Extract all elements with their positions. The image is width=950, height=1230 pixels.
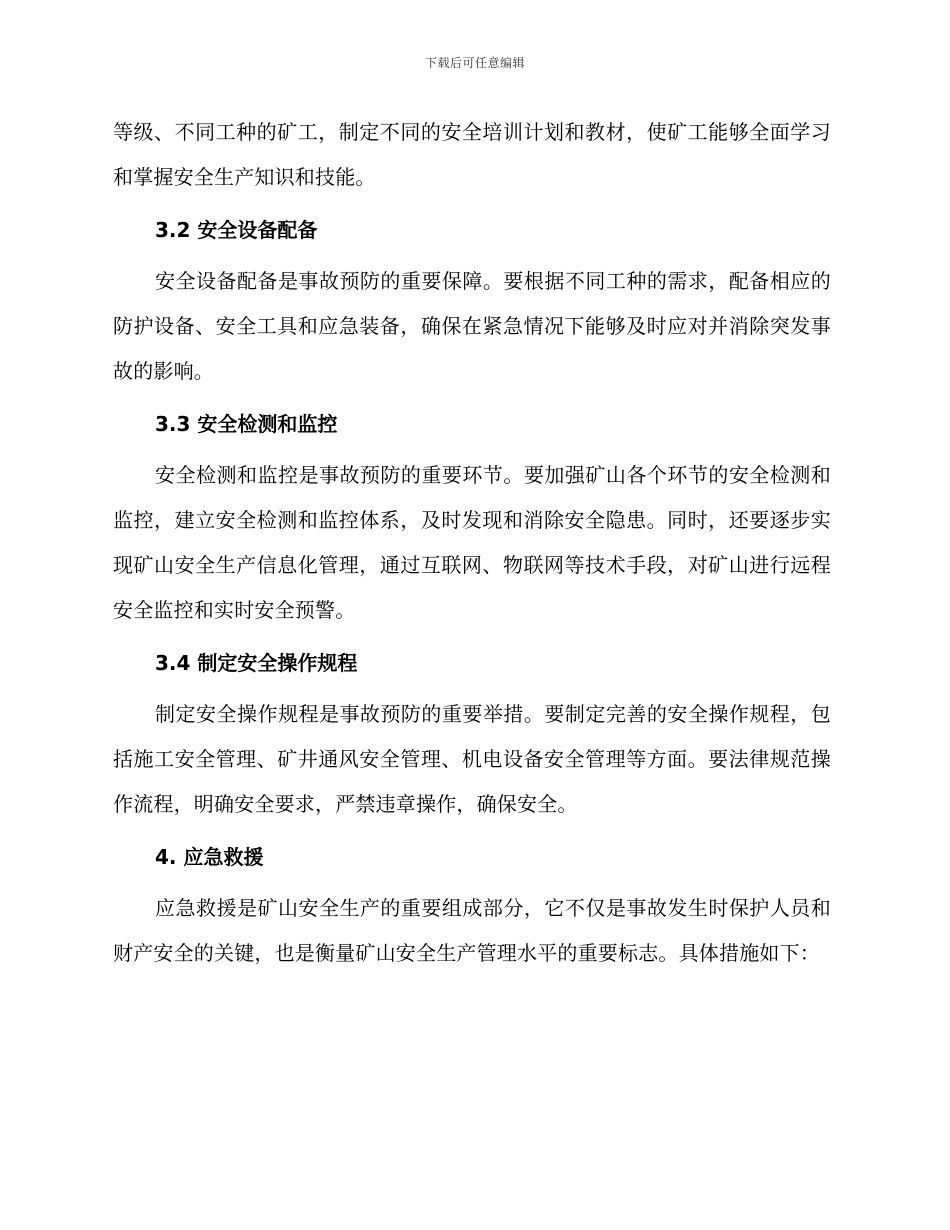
body-paragraph: 等级、不同工种的矿工，制定不同的安全培训计划和教材，使矿工能够全面学习和掌握安全生产知识和技能。 xyxy=(113,120,831,189)
section-heading: 4. 应急救援 xyxy=(155,845,264,869)
section-heading: 3.4 制定安全操作规程 xyxy=(155,651,358,675)
section-heading: 3.2 安全设备配备 xyxy=(155,218,318,242)
document-body xyxy=(113,110,831,976)
body-paragraph: 应急救援是矿山安全生产的重要组成部分，它不仅是事故发生时保护人员和财产安全的关键，也是衡量矿山安全生产管理水平的重要标志。具体措施如下： xyxy=(113,896,831,965)
page-header: 下载后可任意编辑 xyxy=(424,56,525,70)
body-paragraph: 安全检测和监控是事故预防的重要环节。要加强矿山各个环节的安全检测和监控，建立安全检测和监控体系，及时发现和消除安全隐患。同时，还要逐步实现矿山安全生产信息化管理，通过互联网、物联网等技术手段，对矿山进行远程安全监控和实时安全预警。 xyxy=(113,463,831,622)
body-paragraph: 安全设备配备是事故预防的重要保障。要根据不同工种的需求，配备相应的防护设备、安全工具和应急装备，确保在紧急情况下能够及时应对并消除突发事故的影响。 xyxy=(113,269,831,383)
section-heading: 3.3 安全检测和监控 xyxy=(155,412,338,436)
body-paragraph: 制定安全操作规程是事故预防的重要举措。要制定完善的安全操作规程，包括施工安全管理、矿井通风安全管理、机电设备安全管理等方面。要法律规范操作流程，明确安全要求，严禁违章操作，确保安全。 xyxy=(113,702,831,816)
